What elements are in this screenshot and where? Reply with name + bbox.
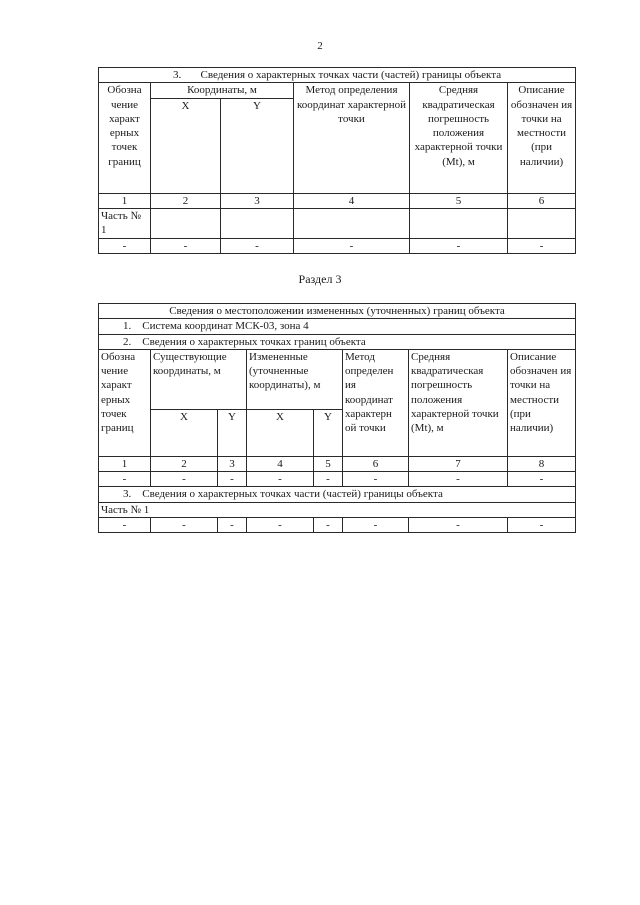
col-number: 8: [508, 456, 576, 471]
col-number: 4: [247, 456, 314, 471]
col-header-error: Средняя квадратическая погрешность положения характерной точки (Mt), м: [410, 83, 508, 193]
col-header-changed: Измененные (уточненные координаты), м: [247, 349, 343, 409]
col-number: 2: [151, 456, 218, 471]
col-header-x: X: [151, 98, 221, 193]
section-heading: Раздел 3: [298, 272, 342, 286]
col-number: 4: [294, 193, 410, 208]
empty-cell: -: [99, 472, 151, 487]
col-header-y: Y: [218, 409, 247, 456]
col-number: 3: [218, 456, 247, 471]
col-number: 1: [99, 193, 151, 208]
empty-cell: -: [410, 238, 508, 253]
empty-cell: -: [247, 518, 314, 533]
col-number: 5: [314, 456, 343, 471]
empty-cell: -: [99, 518, 151, 533]
col-header-x: X: [247, 409, 314, 456]
parts-points-heading: 3. Сведения о характерных точках части (частей) границы объекта: [99, 487, 576, 502]
empty-cell: -: [314, 472, 343, 487]
part-label: Часть № 1: [99, 208, 151, 238]
col-header-method: Метод определения координат характерной точки: [294, 83, 410, 193]
empty-cell: -: [218, 518, 247, 533]
empty-cell: -: [508, 238, 576, 253]
empty-cell: -: [343, 472, 409, 487]
empty-cell: -: [409, 518, 508, 533]
col-number: 7: [409, 456, 508, 471]
col-header-method: Метод определен ия координат характерн ой точки: [343, 349, 409, 456]
empty-cell: -: [314, 518, 343, 533]
col-header-coordinates: Координаты, м: [151, 83, 294, 98]
col-number: 3: [221, 193, 294, 208]
empty-cell: -: [508, 518, 576, 533]
empty-cell: -: [99, 238, 151, 253]
parts-points-table: [98, 67, 576, 254]
table-title: 3. Сведения о характерных точках части (частей) границы объекта: [99, 68, 576, 83]
col-number: 6: [343, 456, 409, 471]
table-row: [99, 238, 576, 253]
col-number: 1: [99, 456, 151, 471]
col-header-description: Описание обозначен ия точки на местности (при наличии): [508, 83, 576, 193]
col-header-description: Описание обозначен ия точки на местности (при наличии): [508, 349, 576, 456]
table-row: [99, 472, 576, 487]
empty-cell: -: [294, 238, 410, 253]
col-header-existing: Существующие координаты, м: [151, 349, 247, 409]
changed-boundaries-table: [98, 303, 576, 533]
col-header-y: Y: [221, 98, 294, 193]
boundary-points-heading: 2. Сведения о характерных точках границ объекта: [99, 334, 576, 349]
col-header-x: X: [151, 409, 218, 456]
col-number: 5: [410, 193, 508, 208]
empty-cell: -: [218, 472, 247, 487]
empty-cell: -: [247, 472, 314, 487]
empty-cell: -: [508, 472, 576, 487]
col-header-designation: Обозна чение характ ерных точек границ: [99, 83, 151, 193]
coordinate-system: 1. Система координат МСК-03, зона 4: [99, 319, 576, 334]
empty-cell: -: [151, 238, 221, 253]
empty-cell: -: [409, 472, 508, 487]
col-number: 2: [151, 193, 221, 208]
col-number: 6: [508, 193, 576, 208]
col-header-y: Y: [314, 409, 343, 456]
col-header-designation: Обозна чение характ ерных точек границ: [99, 349, 151, 456]
col-header-error: Средняя квадратическая погрешность положения характерной точки (Mt), м: [409, 349, 508, 456]
table-title: Сведения о местоположении измененных (уточненных) границ объекта: [99, 304, 576, 319]
table-row: [99, 518, 576, 533]
page-number: 2: [317, 40, 323, 52]
part-label: Часть № 1: [99, 502, 576, 517]
empty-cell: -: [151, 518, 218, 533]
empty-cell: -: [151, 472, 218, 487]
empty-cell: -: [343, 518, 409, 533]
empty-cell: -: [221, 238, 294, 253]
